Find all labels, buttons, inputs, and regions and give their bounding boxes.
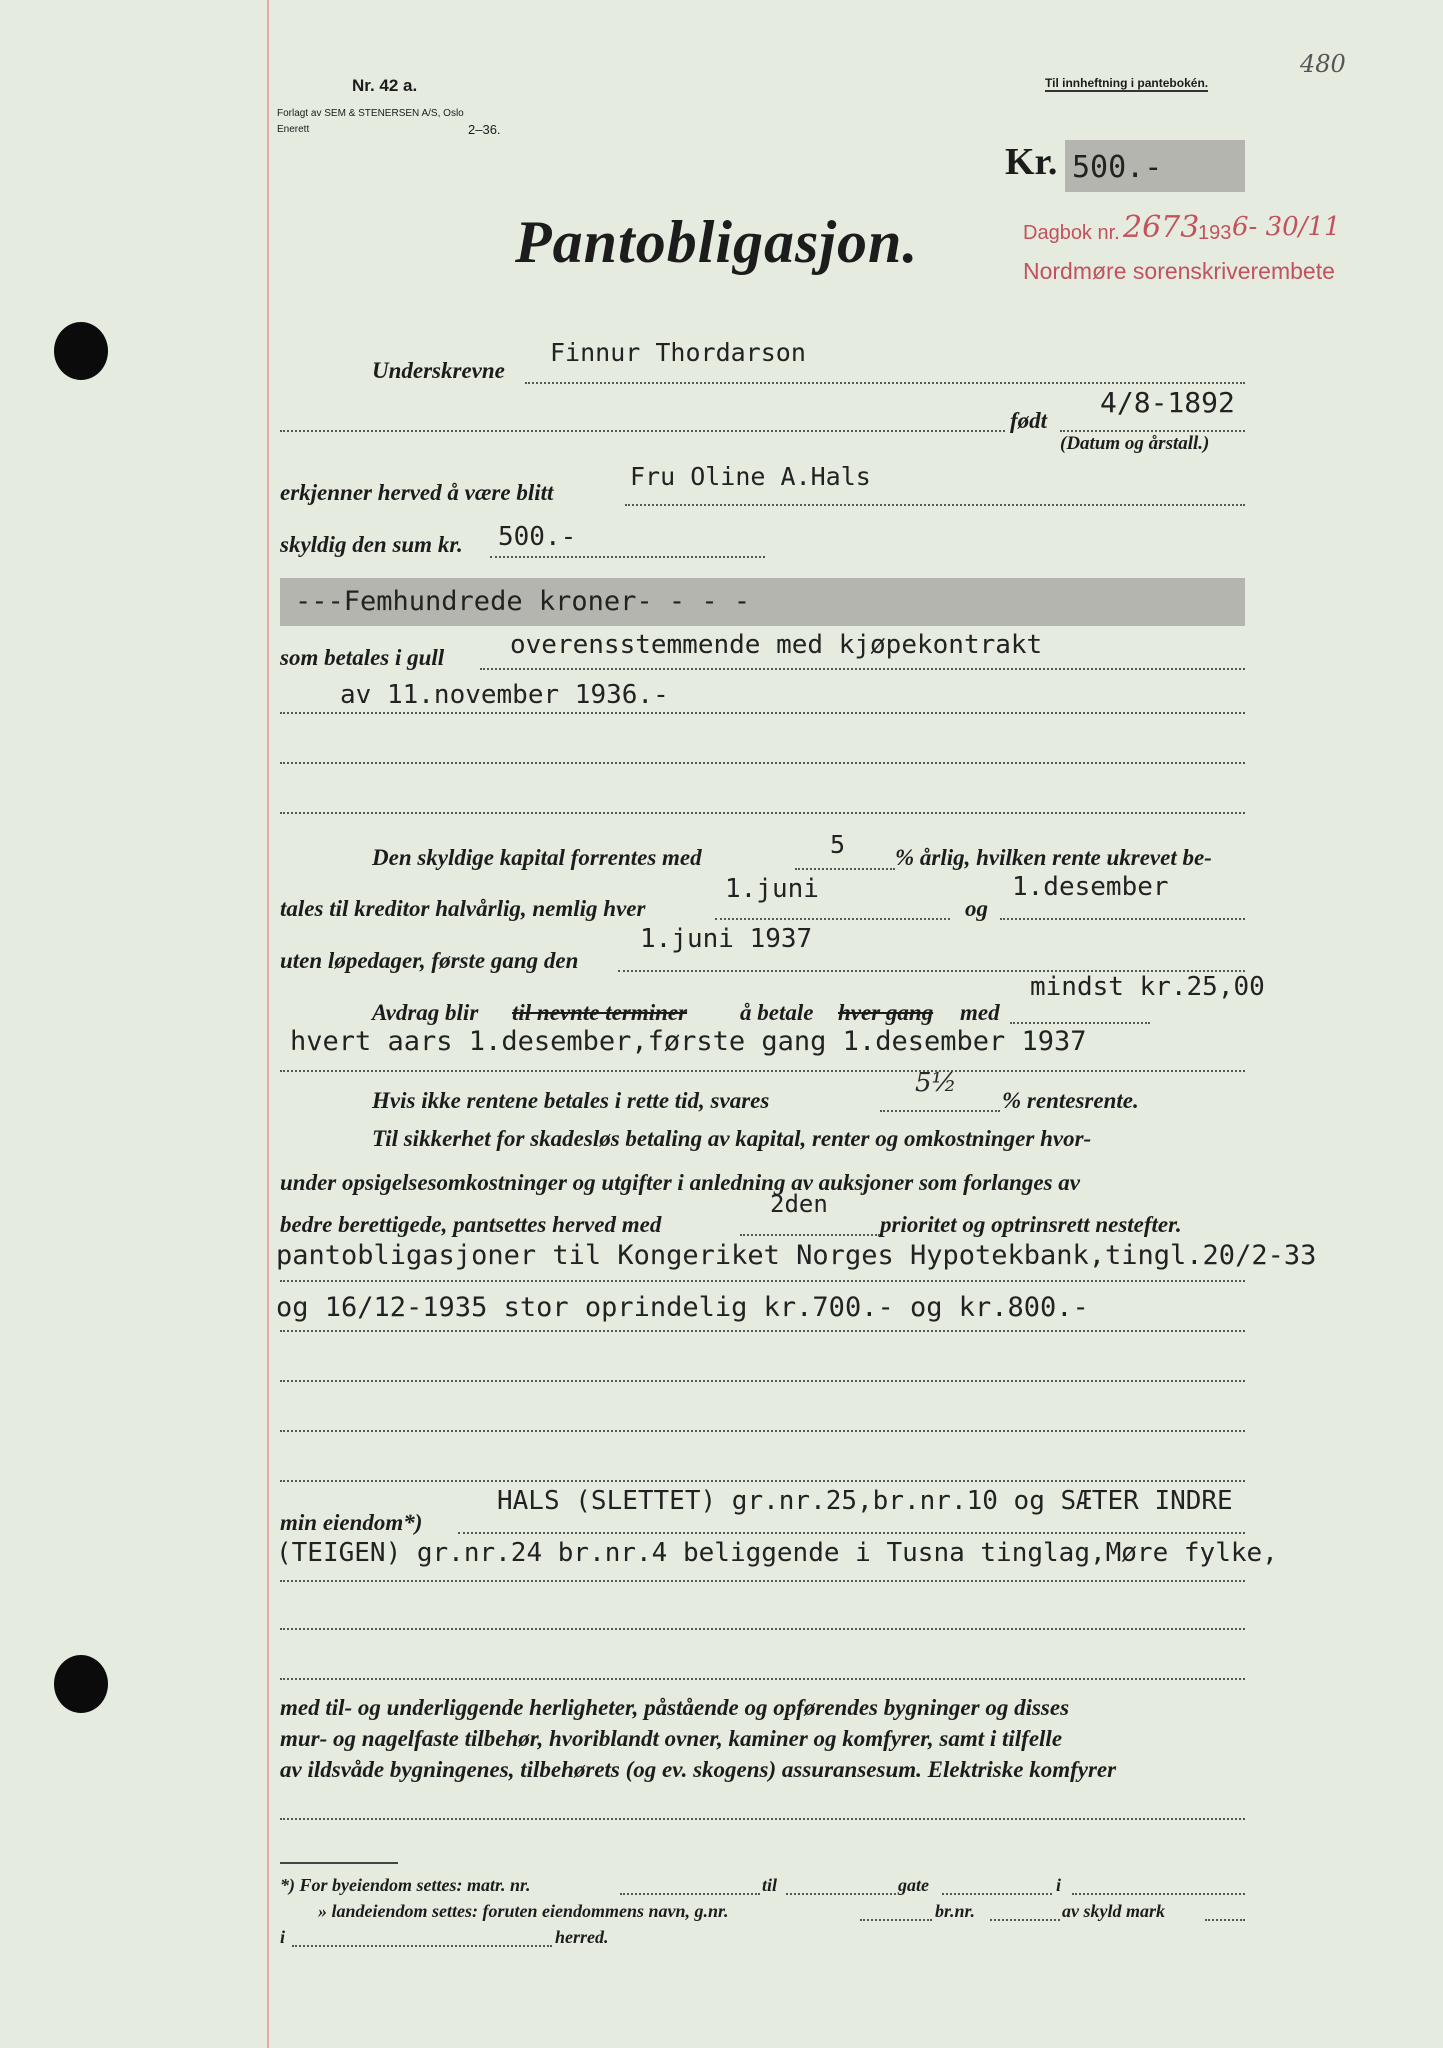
prior-line-2	[280, 1330, 1245, 1332]
footnote-dots	[860, 1919, 932, 1921]
amount-label: Kr.	[1005, 141, 1058, 183]
footnote-line-2a: » landeiendom settes: foruten eiendommens navn, g.nr.	[318, 1901, 729, 1921]
born-note: (Datum og årstall.)	[1060, 433, 1210, 454]
property-description-2: (TEIGEN) gr.nr.24 br.nr.4 beliggende i Tusna tinglag,Møre fylke,	[276, 1538, 1278, 1568]
first-payment-date: 1.juni 1937	[640, 924, 813, 954]
appurtenance-text-1: med til- og underliggende herligheter, påstående og opførendes bygninger og disses	[280, 1695, 1070, 1720]
blank-line	[280, 1628, 1245, 1630]
prior-mortgages-1: pantobligasjoner til Kongeriket Norges Hypotekbank,tingl.20/2-33	[276, 1240, 1317, 1271]
footnote-dots	[620, 1893, 760, 1895]
creditor-line	[625, 504, 1245, 506]
footnote-dots	[1072, 1893, 1245, 1895]
footnote-line-1b: til	[762, 1875, 778, 1895]
footnote-dots	[1205, 1919, 1245, 1921]
publisher-line: Forlagt av SEM & STENERSEN A/S, Oslo	[277, 108, 464, 119]
security-text-2: under opsigelsesomkostninger og utgifter i anledning av auksjoner som forlanges av	[280, 1170, 1080, 1195]
halfyear-line-2	[1000, 918, 1245, 920]
property-line-2	[280, 1580, 1245, 1582]
security-text-4: prioritet og optrinsrett nestefter.	[880, 1212, 1182, 1237]
paid-text: overensstemmende med kjøpekontrakt	[510, 630, 1043, 660]
journal-date: 6- 30/11	[1232, 212, 1341, 242]
born-date: 4/8-1892	[1100, 386, 1235, 419]
footnote-line-1d: i	[1056, 1875, 1062, 1895]
footnote-dots	[292, 1945, 552, 1947]
late-interest-rate: 5½	[915, 1068, 957, 1098]
property-description-1: HALS (SLETTET) gr.nr.25,br.nr.10 og SÆTER INDRE	[497, 1486, 1233, 1516]
security-text-1: Til sikkerhet for skadesløs betaling av kapital, renter og omkostninger hvor-	[372, 1126, 1092, 1151]
born-line	[1060, 430, 1245, 432]
installment-schedule: hvert aars 1.desember,første gang 1.desember 1937	[290, 1026, 1087, 1057]
journal-year-prefix: 193	[1198, 222, 1232, 244]
late-interest-line	[880, 1110, 1000, 1112]
undersigned-line	[525, 382, 1245, 384]
halfyear-date-1: 1.juni	[725, 874, 819, 904]
footnote-line-1c: gate	[898, 1875, 929, 1895]
binding-note: Til innheftning i pantebokén.	[1045, 76, 1209, 90]
punch-hole-top	[54, 322, 108, 380]
blank-line	[280, 1430, 1245, 1432]
publisher-date: 2–36.	[468, 122, 501, 137]
interest-rate-line	[795, 868, 895, 870]
blank-line	[280, 1818, 1245, 1820]
amount-in-words: ---Femhundrede kroner- - - -	[295, 586, 751, 617]
footnote-rule	[280, 1862, 398, 1864]
journal-label: Dagbok nr.	[1023, 222, 1120, 244]
form-number: Nr. 42 a.	[352, 76, 418, 95]
blank-line	[280, 1678, 1245, 1680]
blank-line	[280, 762, 1245, 764]
interest-text-a: Den skyldige kapital forrentes med	[372, 845, 702, 870]
owe-line	[490, 556, 765, 558]
blank-line	[280, 430, 1005, 432]
interest-rate: 5	[830, 830, 846, 859]
paid-line-2	[280, 712, 1245, 714]
blank-line	[280, 812, 1245, 814]
footnote-line-2b: br.nr.	[935, 1901, 976, 1921]
installment-struck-1: til nevnte terminer	[512, 1000, 688, 1025]
footnote-line-1a: *) For byeiendom settes: matr. nr.	[280, 1875, 531, 1895]
footnote-dots	[990, 1919, 1060, 1921]
prior-line-1	[280, 1280, 1245, 1282]
footnote-dots	[786, 1893, 896, 1895]
priority-line	[740, 1234, 880, 1236]
paid-line	[480, 668, 1245, 670]
footnote-line-3b: herred.	[555, 1927, 609, 1947]
property-label: min eiendom*)	[280, 1510, 423, 1535]
appurtenance-text-2: mur- og nagelfaste tilbehør, hvoriblandt ovner, kaminer og komfyrer, samt i tilfelle	[280, 1726, 1063, 1751]
installment-line	[1010, 1022, 1150, 1024]
blank-line	[280, 1380, 1245, 1382]
journal-number: 2673	[1123, 210, 1200, 245]
document-title: Pantobligasjon.	[515, 209, 919, 275]
creditor-name: Fru Oline A.Hals	[630, 462, 871, 491]
security-text-3: bedre berettigede, pantsettes herved med	[280, 1212, 662, 1237]
paid-label: som betales i gull	[280, 645, 445, 670]
installment-line-2	[280, 1070, 1245, 1072]
undersigned-label: Underskrevne	[372, 358, 505, 383]
punch-hole-bottom	[54, 1655, 108, 1713]
journal-office: Nordmøre sorenskriverembete	[1023, 258, 1335, 284]
paid-text-2: av 11.november 1936.-	[340, 680, 669, 710]
interest-text-b: % årlig, hvilken rente ukrevet be-	[895, 845, 1212, 870]
margin-rule	[267, 0, 269, 2048]
halfyear-text: tales til kreditor halvårlig, nemlig hver	[280, 896, 646, 921]
owe-amount: 500.-	[498, 522, 577, 552]
publisher-rights: Enerett	[277, 124, 310, 135]
installment-text-c: med	[960, 1000, 1000, 1025]
halfyear-date-2: 1.desember	[1012, 872, 1169, 902]
undersigned-name: Finnur Thordarson	[550, 338, 806, 367]
installment-struck-2: hver gang	[838, 1000, 934, 1025]
page-number: 480	[1300, 50, 1346, 78]
late-interest-text-a: Hvis ikke rentene betales i rette tid, svares	[372, 1088, 770, 1113]
installment-text-a: Avdrag blir	[372, 1000, 479, 1025]
appurtenance-text-3: av ildsvåde bygningenes, tilbehørets (og ev. skogens) assuransesum. Elektriske komfyrer	[280, 1757, 1117, 1782]
born-label: født	[1010, 408, 1048, 433]
halfyear-line-1	[715, 918, 950, 920]
first-payment-text: uten løpedager, første gang den	[280, 948, 579, 973]
blank-line	[280, 1480, 1245, 1482]
acknowledge-label: erkjenner herved å være blitt	[280, 480, 554, 505]
footnote-dots	[942, 1893, 1052, 1895]
owe-label: skyldig den sum kr.	[280, 532, 463, 557]
priority: 2den	[770, 1190, 828, 1218]
amount-value: 500.-	[1072, 150, 1163, 185]
late-interest-text-b: % rentesrente.	[1002, 1088, 1139, 1113]
footnote-line-2c: av skyld mark	[1062, 1901, 1165, 1921]
halfyear-og: og	[965, 896, 988, 921]
installment-amount: mindst kr.25,00	[1030, 972, 1265, 1002]
installment-text-b: å betale	[740, 1000, 814, 1025]
footnote-line-3a: i	[280, 1927, 286, 1947]
prior-mortgages-2: og 16/12-1935 stor oprindelig kr.700.- og kr.800.-	[276, 1292, 1089, 1323]
property-line-1	[458, 1532, 1245, 1534]
